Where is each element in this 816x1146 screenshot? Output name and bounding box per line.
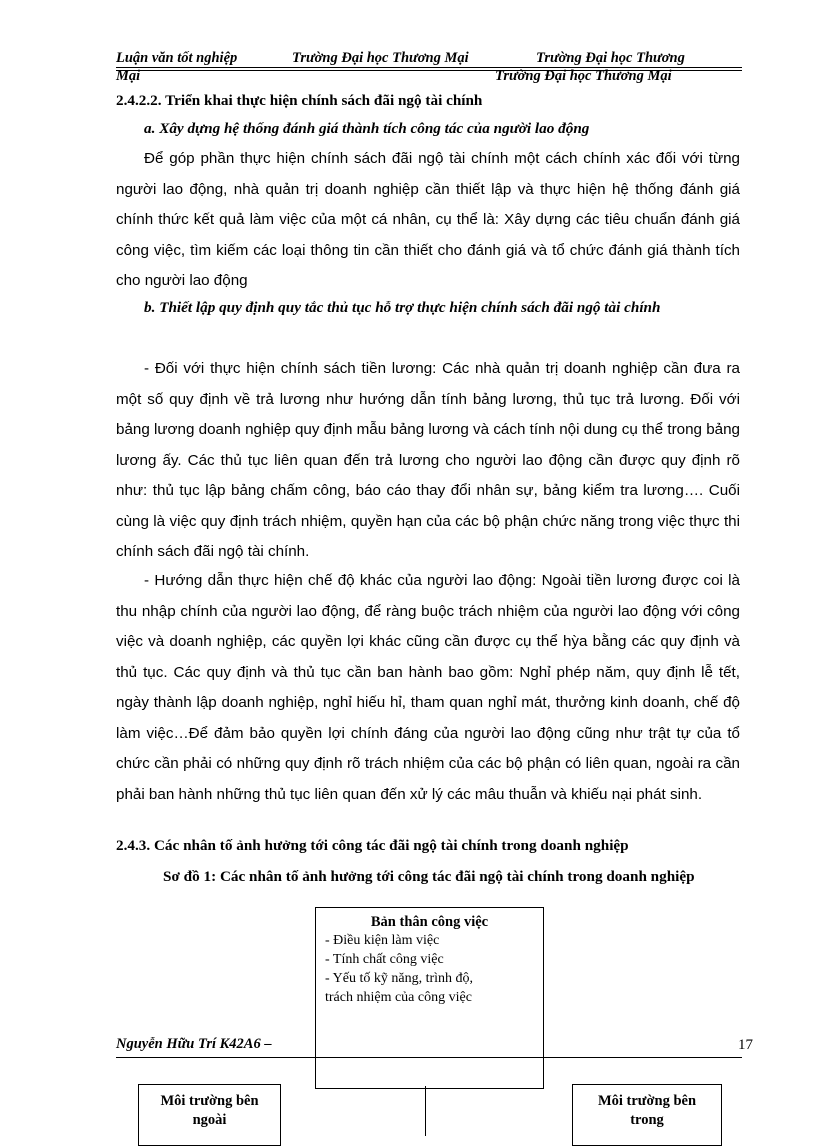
diagram-box-external-title: Môi trường bên bbox=[160, 1093, 259, 1109]
diagram-box-job-title: Bản thân công việc bbox=[370, 914, 489, 930]
diagram-box-job-line: - Điều kiện làm việc bbox=[325, 933, 440, 948]
diagram-box-job-line: - Yếu tố kỹ năng, trình độ, bbox=[325, 971, 474, 986]
paragraph-a: Để góp phần thực hiện chính sách đãi ngộ tài chính một cách chính xác đối với từng người lao động, nhà quản trị doanh nghiệp cần thiết lập và thực hiện hệ thống đánh giá chính thức kết quả làm việc của một cá nhân, cụ thể là: Xây dựng các tiêu chuẩn đánh giá công việc, tìm kiếm các loại thông tin cần thiết cho đánh giá và tổ chức đánh giá thành tích cho người lao động bbox=[116, 150, 740, 289]
paragraph-b-salary: - Đối với thực hiện chính sách tiền lương: Các nhà quản trị doanh nghiệp cần đưa ra một số quy định về trả lương như hướng dẫn tính bảng lương, thủ tục trả lương. Đối với bảng lương doanh nghiệp quy định mẫu bảng lương và cách tính nội dung cụ thể trong bảng lương ấy. Các thủ tục liên quan đến trả lương cho người lao động cần được quy định rõ như: thủ tục lập bảng chấm công, báo cáo thay đổi nhân sự, bảng kiểm tra lương…. Cuối cùng là việc quy định trách nhiệm, quyền hạn của các bộ phận chức năng trong việc thực thi chính sách đãi ngộ tài chính. bbox=[116, 360, 740, 560]
section-heading-2-4-2-2: 2.4.2.2. Triển khai thực hiện chính sách đãi ngộ tài chính bbox=[116, 92, 483, 109]
header-thesis-label: Luận văn tốt nghiệp bbox=[116, 50, 238, 66]
footer-rule bbox=[116, 1057, 742, 1058]
diagram-caption: Sơ đồ 1: Các nhân tố ảnh hưởng tới công tác đãi ngộ tài chính trong doanh nghiệp bbox=[163, 868, 695, 885]
header-university-name: Trường Đại học Thương Mại bbox=[292, 50, 469, 66]
diagram-box-internal-environment bbox=[572, 1084, 722, 1146]
diagram-box-external-title-cont: ngoài bbox=[192, 1112, 227, 1128]
footer-author: Nguyễn Hữu Trí K42A6 – bbox=[116, 1036, 272, 1052]
diagram-box-job-line: trách nhiệm của công việc bbox=[325, 990, 472, 1005]
header-university-name-repeat: Trường Đại học Thương bbox=[536, 50, 685, 66]
paragraph-b-other-regimes: - Hướng dẫn thực hiện chế độ khác của người lao động: Ngoài tiền lương được coi là thu nhập chính của người lao động, để ràng buộc trách nhiệm của người lao động với công việc và doanh nghiệp, các quyền lợi khác cũng cần được cụ thể hỳa bằng các quy định và thủ tục. Các quy định và thủ tục cần ban hành bao gồm: Nghỉ phép năm, quy định lễ tết, ngày thành lập doanh nghiệp, nghỉ hiếu hỉ, tham quan nghỉ mát, thưởng kinh doanh, chế độ làm việc…Để đảm bảo quyền lợi chính đáng của người lao động cũng như trật tự của tổ chức cần phải có những quy định rõ trách nhiệm của các bộ phận có liên quan, ngoài ra cần phải ban hành những thủ tục liên quan đến xử lý các mâu thuẫn và khiếu nại phát sinh. bbox=[116, 572, 740, 803]
header-wrap-fragment: Mại bbox=[116, 68, 141, 84]
subheading-a: a. Xây dựng hệ thống đánh giá thành tích công tác của người lao động bbox=[144, 120, 590, 137]
diagram-box-job-line: - Tính chất công việc bbox=[325, 952, 444, 967]
header-university-name-right: Trường Đại học Thương Mại bbox=[495, 68, 672, 84]
section-heading-2-4-3: 2.4.3. Các nhân tố ảnh hưởng tới công tác đãi ngộ tài chính trong doanh nghiệp bbox=[116, 837, 629, 854]
diagram-box-job-itself bbox=[315, 907, 544, 1089]
diagram-box-internal-title-cont: trong bbox=[630, 1112, 664, 1128]
diagram-box-external-environment bbox=[138, 1084, 281, 1146]
diagram-connector-line bbox=[425, 1086, 426, 1136]
running-header-line1 bbox=[116, 50, 685, 67]
page-number: 17 bbox=[738, 1037, 753, 1053]
diagram-box-internal-title: Môi trường bên bbox=[597, 1093, 697, 1109]
subheading-b: b. Thiết lập quy định quy tắc thủ tục hỗ trợ thực hiện chính sách đãi ngộ tài chính bbox=[144, 299, 661, 316]
